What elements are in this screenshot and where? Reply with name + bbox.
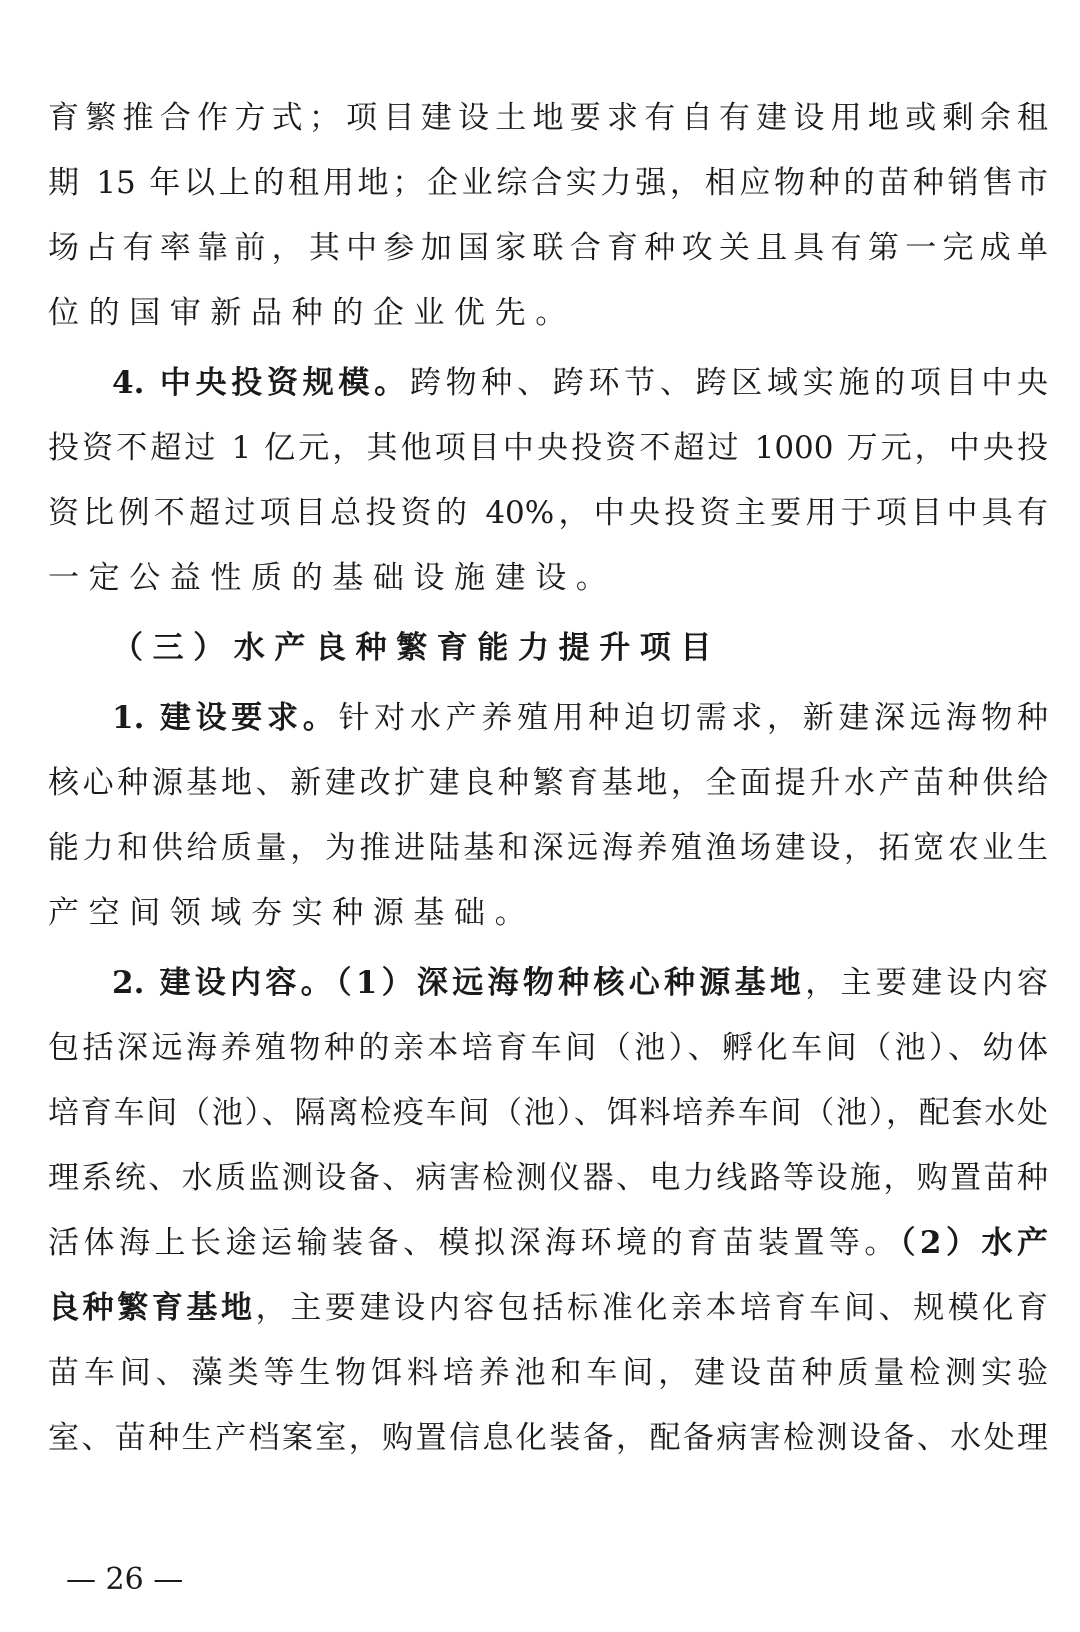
text-line: 苗车间、藻类等生物饵料培养池和车间，建设苗种质量检测实验	[48, 1355, 1048, 1391]
paragraph-construction-content	[112, 958, 1048, 1008]
text-line: 育繁推合作方式；项目建设土地要求有自有建设用地或剩余租	[48, 100, 1048, 136]
text-run: 针对水产养殖用种迫切需求，新建深远海物种	[338, 700, 1048, 736]
text-line: 包括深远海养殖物种的亲本培育车间（池）、孵化车间（池）、幼体	[48, 1030, 1048, 1066]
text-run: ，主要建设内容包括标准化亲本培育车间、规模化育	[255, 1290, 1049, 1326]
subheading-breeding-base: （2）水产	[899, 1225, 1048, 1261]
text-run: 活体海上长途运输装备、模拟深海环境的育苗装置等。	[48, 1225, 900, 1261]
text-line: 期 15 年以上的租用地；企业综合实力强，相应物种的苗种销售市	[48, 165, 1048, 201]
investment-scale-heading: 4. 中央投资规模。	[112, 365, 410, 401]
text-line: 理系统、水质监测设备、病害检测仪器、电力线路等设施，购置苗种	[48, 1160, 1048, 1196]
text-line: 投资不超过 1 亿元，其他项目中央投资不超过 1000 万元，中央投	[48, 430, 1048, 466]
section-heading: （三）水产良种繁育能力提升项目	[112, 630, 721, 666]
text-line	[48, 1218, 1048, 1268]
text-run: ，主要建设内容	[805, 965, 1048, 1001]
text-line: 一定公益性质的基础设施建设。	[48, 560, 617, 596]
text-line: 室、苗种生产档案室，购置信息化装备，配备病害检测设备、水处理	[48, 1420, 1048, 1456]
text-line: 位的国审新品种的企业优先。	[48, 295, 576, 331]
construction-requirements-heading: 1. 建设要求。	[112, 700, 339, 736]
text-line	[48, 1283, 1048, 1333]
text-run: 跨物种、跨环节、跨区域实施的项目中央	[409, 365, 1049, 401]
page-number: — 26 —	[66, 1562, 184, 1597]
subheading-core-source-base: （1）深远海物种核心种源基地	[335, 965, 806, 1001]
text-line: 能力和供给质量，为推进陆基和深远海养殖渔场建设，拓宽农业生	[48, 830, 1048, 866]
text-line: 核心种源基地、新建改扩建良种繁育基地，全面提升水产苗种供给	[48, 765, 1048, 801]
subheading-breeding-base-cont: 良种繁育基地	[48, 1290, 256, 1326]
paragraph-construction-requirements	[112, 693, 1048, 743]
construction-content-heading: 2. 建设内容。	[112, 965, 336, 1001]
text-line: 产空间领域夯实种源基础。	[48, 895, 536, 931]
text-line: 培育车间（池）、隔离检疫车间（池）、饵料培养车间（池），配套水处	[48, 1095, 1048, 1131]
text-line: 资比例不超过项目总投资的 40%，中央投资主要用于项目中具有	[48, 495, 1048, 531]
text-line: 场占有率靠前，其中参加国家联合育种攻关且具有第一完成单	[48, 230, 1048, 266]
paragraph-investment-scale	[112, 358, 1048, 408]
